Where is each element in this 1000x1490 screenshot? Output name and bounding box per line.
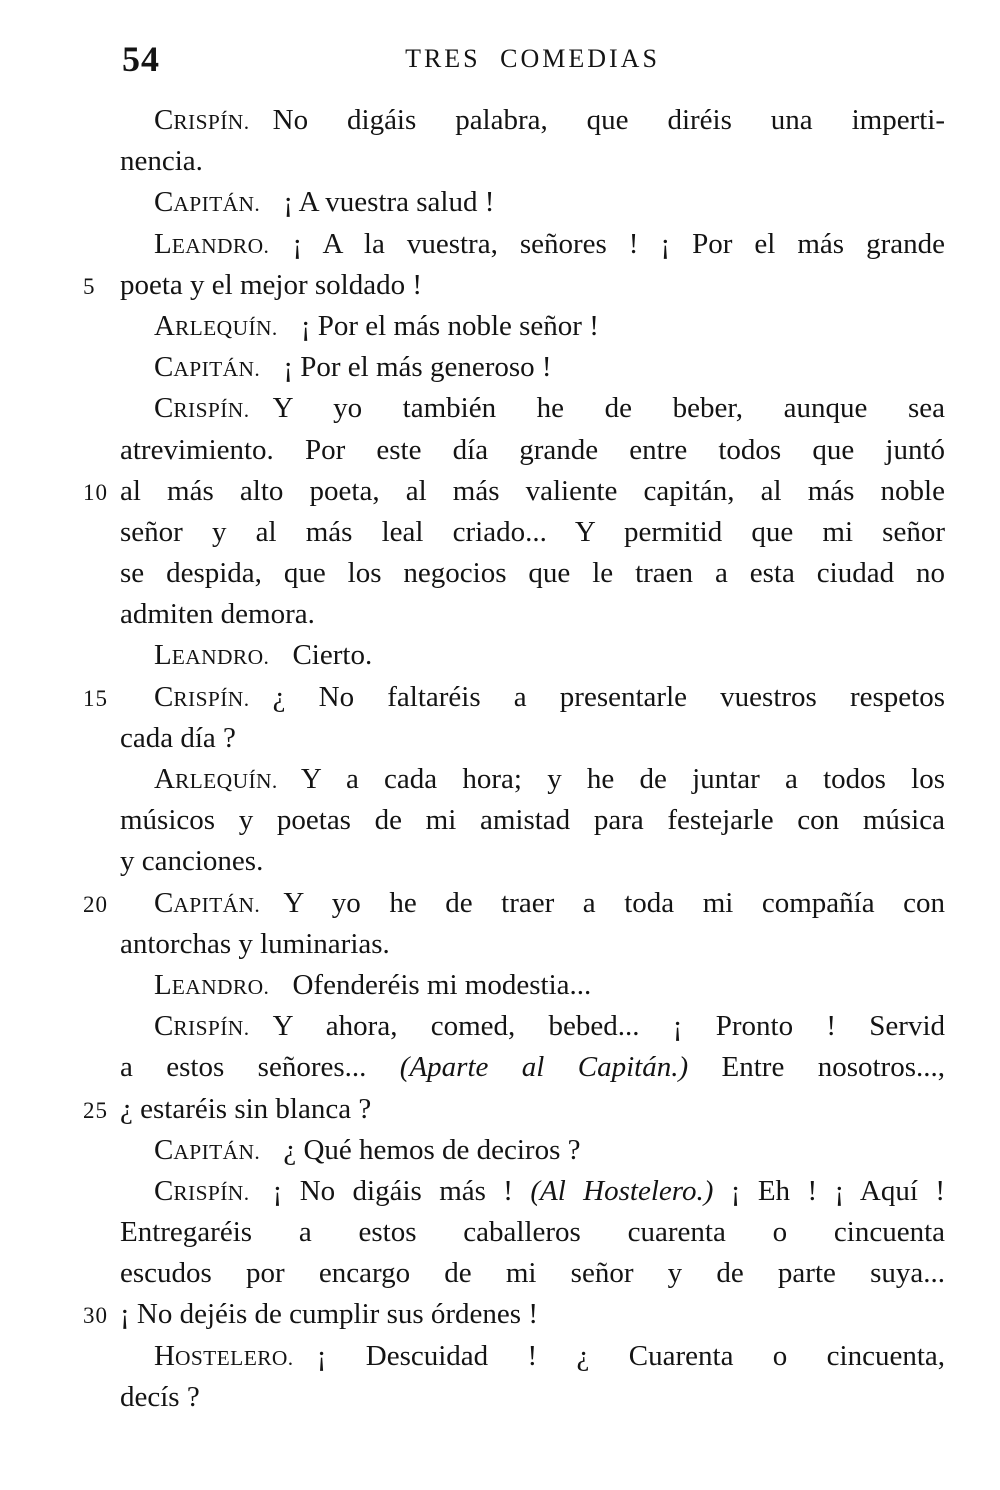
text-line (120, 388, 945, 429)
dialogue-text: atrevimiento. Por este día grande entre todos que juntó (120, 433, 945, 466)
page-number: 54 (122, 39, 160, 79)
dialogue-text: al más alto poeta, al más valiente capitán, al más noble (120, 474, 945, 507)
speaker-rest: RISPÍN. (173, 110, 250, 134)
speaker-initial: C (154, 351, 174, 384)
running-title: TRES COMEDIAS (405, 44, 660, 73)
text-block (83, 100, 945, 1418)
text-line (83, 677, 945, 718)
speaker-name (154, 1010, 249, 1042)
text-line (120, 553, 945, 594)
speaker-rest: APITÁN. (173, 357, 261, 382)
dialogue-text: ¿ estaréis sin blanca ? (120, 1092, 372, 1125)
text-line (120, 1212, 945, 1253)
dialogue-text: a estos señores... (120, 1051, 400, 1084)
text-line (120, 800, 945, 841)
line-number: 5 (83, 273, 96, 299)
text-line (120, 182, 945, 223)
dialogue-text: ¡ A vuestra salud ! (283, 186, 495, 219)
dialogue-text: nencia. (120, 145, 203, 178)
speaker-initial: C (154, 1010, 174, 1043)
speaker-initial: L (154, 227, 172, 260)
dialogue-text: ¿ Qué hemos de deciros ? (283, 1133, 581, 1166)
speaker-name (154, 310, 278, 342)
dialogue-text: Y yo también he de beber, aunque sea (272, 392, 945, 425)
dialogue-text: ¡ No dejéis de cumplir sus órdenes ! (120, 1298, 538, 1331)
speaker-name (154, 639, 269, 671)
dialogue-text: decís ? (120, 1380, 200, 1413)
line-number: 25 (83, 1097, 108, 1123)
speaker-name (154, 969, 269, 1001)
dialogue-text: Y yo he de traer a toda mi compañía con (283, 886, 945, 919)
speaker-rest: OSTELERO. (174, 1345, 294, 1370)
speaker-rest: APITÁN. (173, 892, 261, 917)
text-line (120, 347, 945, 388)
dialogue-text: Cierto. (292, 639, 373, 672)
speaker-name (154, 1175, 249, 1207)
text-line (120, 1377, 945, 1418)
dialogue-text: señor y al más leal criado... Y permitid que mi señor (120, 515, 945, 548)
speaker-name (154, 392, 249, 424)
line-number: 30 (83, 1303, 108, 1329)
dialogue-text: ¡ Eh ! ¡ Aquí ! (713, 1174, 945, 1207)
line-number: 10 (83, 479, 108, 505)
text-line (83, 265, 945, 306)
speaker-rest: RISPÍN. (173, 1016, 250, 1041)
speaker-rest: EANDRO. (171, 974, 270, 999)
text-line (120, 100, 945, 141)
speaker-rest: RISPÍN. (173, 686, 250, 711)
speaker-initial: C (154, 1133, 174, 1166)
dialogue-text: ¡ Descuidad ! ¿ Cuarenta o cincuenta, (316, 1339, 945, 1372)
text-line (120, 1336, 945, 1377)
dialogue-text: ¡ No digáis más ! (272, 1174, 531, 1207)
dialogue-text: ¡ A la vuestra, señores ! ¡ Por el más grande (292, 227, 945, 260)
speaker-initial: C (154, 186, 174, 219)
line-number: 15 (83, 685, 108, 711)
speaker-name (154, 681, 249, 713)
text-line (120, 430, 945, 471)
speaker-name (154, 351, 260, 383)
text-line (120, 759, 945, 800)
dialogue-text: admiten demora. (120, 598, 315, 631)
speaker-initial: A (154, 763, 175, 795)
dialogue-text: Y a cada hora; y he de juntar a todos los (300, 763, 945, 795)
speaker-name (154, 887, 260, 919)
text-line (120, 1130, 945, 1171)
dialogue-text: escudos por encargo de mi señor y de parte suya... (120, 1257, 945, 1290)
speaker-rest: RLEQUÍN. (174, 315, 278, 340)
dialogue-text: Ofenderéis mi modestia... (292, 968, 592, 1001)
speaker-initial: H (154, 1339, 175, 1372)
speaker-name (154, 228, 269, 260)
text-line (120, 924, 945, 965)
dialogue-text: ¿ No faltaréis a presentarle vuestros respetos (272, 680, 945, 713)
speaker-initial: L (154, 639, 172, 672)
speaker-initial: C (154, 1174, 174, 1207)
speaker-rest: APITÁN. (173, 1139, 261, 1164)
text-line (120, 1006, 945, 1047)
speaker-rest: EANDRO. (171, 645, 270, 670)
speaker-rest: RLEQUÍN. (174, 769, 278, 793)
text-line (120, 841, 945, 882)
text-line (120, 306, 945, 347)
text-line (120, 1253, 945, 1294)
speaker-rest: APITÁN. (173, 192, 261, 217)
speaker-rest: EANDRO. (171, 233, 270, 258)
speaker-name (154, 763, 278, 795)
text-line (120, 141, 945, 182)
speaker-initial: C (154, 886, 174, 919)
dialogue-text: poeta y el mejor soldado ! (120, 268, 422, 301)
text-line (83, 471, 945, 512)
dialogue-text: ¡ Por el más noble señor ! (300, 309, 599, 342)
speaker-initial: A (154, 309, 175, 342)
dialogue-text: Y ahora, comed, bebed... ¡ Pronto ! Servid (272, 1010, 945, 1043)
speaker-rest: RISPÍN. (173, 398, 250, 423)
speaker-name (154, 104, 249, 136)
dialogue-text: antorchas y luminarias. (120, 927, 390, 960)
text-line (120, 718, 945, 759)
speaker-initial: C (154, 392, 174, 425)
speaker-name (154, 1134, 260, 1166)
text-line (83, 1294, 945, 1335)
text-line (120, 512, 945, 553)
dialogue-text: cada día ? (120, 721, 236, 754)
speaker-initial: C (154, 680, 174, 713)
text-line (120, 1171, 945, 1212)
stage-direction: (Al Hostelero.) (530, 1174, 714, 1207)
dialogue-text: Entre nosotros..., (688, 1051, 945, 1084)
dialogue-text: No digáis palabra, que diréis una imperti- (272, 104, 945, 136)
speaker-initial: L (154, 968, 172, 1001)
dialogue-text: ¡ Por el más generoso ! (283, 351, 552, 384)
stage-direction: (Aparte al Capitán.) (399, 1051, 689, 1084)
text-line (120, 1047, 945, 1088)
dialogue-text: se despida, que los negocios que le traen a esta ciudad no (120, 557, 945, 590)
text-line (120, 635, 945, 676)
speaker-name (154, 1340, 294, 1372)
text-line (120, 224, 945, 265)
speaker-rest: RISPÍN. (173, 1180, 250, 1205)
speaker-name (154, 186, 260, 218)
line-number: 20 (83, 891, 108, 917)
text-line (120, 594, 945, 635)
text-line (120, 965, 945, 1006)
speaker-initial: C (154, 104, 174, 136)
dialogue-text: músicos y poetas de mi amistad para festejarle con música (120, 804, 945, 837)
text-line (83, 883, 945, 924)
dialogue-text: Entregaréis a estos caballeros cuarenta o cincuenta (120, 1216, 945, 1249)
text-line (83, 1089, 945, 1130)
dialogue-text: y canciones. (120, 845, 264, 878)
